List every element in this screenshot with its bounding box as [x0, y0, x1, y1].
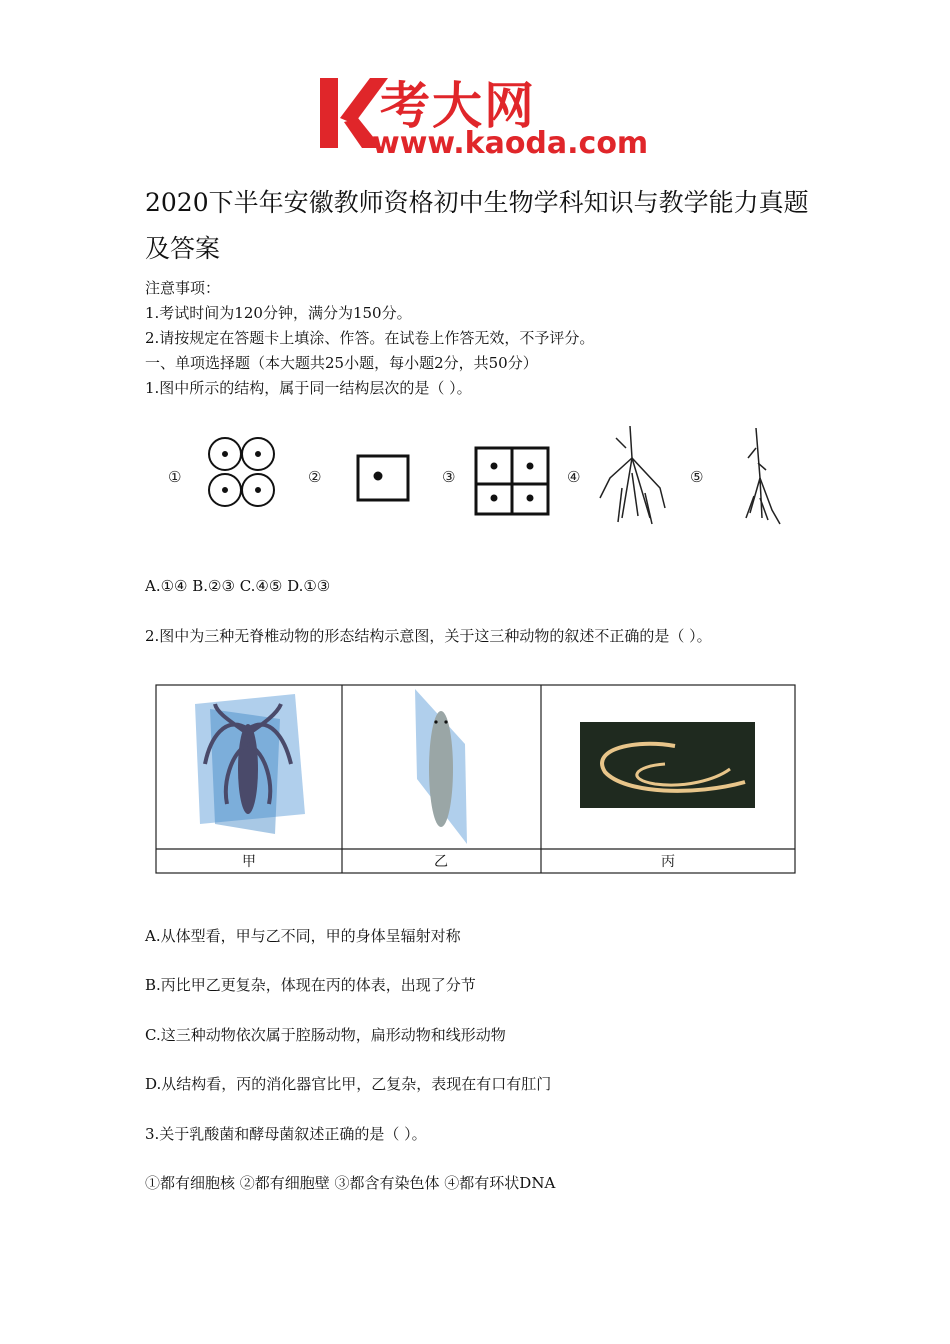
- notice-item-2: 2.请按规定在答题卡上填涂、作答。在试卷上作答无效，不予评分。: [145, 329, 595, 347]
- q3-options: ①都有细胞核 ②都有细胞壁 ③都含有染色体 ④都有环状DNA: [145, 1174, 556, 1192]
- cells-round-drawing: [209, 438, 274, 506]
- section-heading: 一、单项选择题（本大题共25小题，每小题2分，共50分）: [145, 354, 538, 372]
- notice-heading: 注意事项：: [145, 279, 221, 297]
- q1-label-4: ④: [567, 468, 581, 486]
- q1-figure: [160, 418, 800, 537]
- notice-item-1: 1.考试时间为120分钟，满分为150分。: [145, 304, 412, 322]
- q2-option-a: A.从体型看，甲与乙不同，甲的身体呈辐射对称: [145, 927, 461, 945]
- flatworm-image: [415, 689, 467, 844]
- q1-label-5: ⑤: [690, 468, 704, 486]
- cell-tissue-drawing: [476, 448, 548, 514]
- logo-brand-text: 考大网: [380, 77, 536, 135]
- radial-animal-image: [195, 694, 305, 834]
- q1-stem: 1.图中所示的结构，属于同一结构层次的是（ ）。: [145, 379, 472, 397]
- label-yi: 乙: [434, 854, 448, 870]
- q1-label-2: ②: [308, 468, 322, 486]
- q2-option-c: C.这三种动物依次属于腔肠动物，扁形动物和线形动物: [145, 1026, 506, 1044]
- q3-stem: 3.关于乳酸菌和酵母菌叙述正确的是（ ）。: [145, 1125, 427, 1143]
- plant-cell-drawing: [358, 456, 408, 500]
- q2-option-b: B.丙比甲乙更复杂，体现在丙的体表，出现了分节: [145, 976, 476, 994]
- taproot-drawing: [746, 428, 780, 524]
- label-jia: 甲: [242, 854, 256, 870]
- q2-figure-table: [155, 684, 797, 883]
- label-bing: 丙: [661, 854, 675, 870]
- q1-options: A.①④ B.②③ C.④⑤ D.①③: [145, 577, 331, 595]
- q2-stem: 2.图中为三种无脊椎动物的形态结构示意图，关于这三种动物的叙述不正确的是（ ）。: [145, 627, 712, 645]
- q2-option-d: D.从结构看，丙的消化器官比甲，乙复杂，表现在有口有肛门: [145, 1075, 552, 1093]
- q1-label-1: ①: [168, 468, 182, 486]
- roundworm-image: [580, 722, 755, 808]
- q1-label-3: ③: [442, 468, 456, 486]
- document-title: 2020下半年安徽教师资格初中生物学科知识与教学能力真题及答案: [145, 188, 809, 263]
- root-drawing: [600, 426, 665, 524]
- logo-url: www.kaoda.com: [372, 126, 649, 161]
